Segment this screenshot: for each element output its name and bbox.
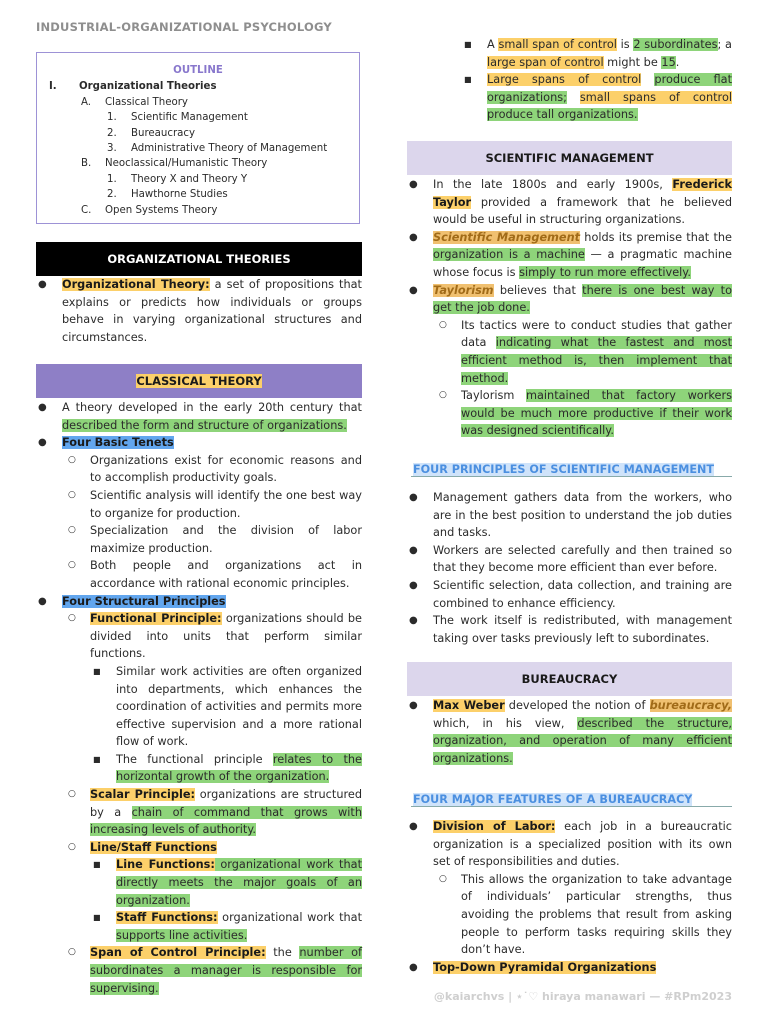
text: Its tactics were to conduct studies that gather data	[461, 318, 732, 350]
outline-number: 2.	[107, 127, 117, 139]
highlight: small spans of control	[579, 90, 733, 104]
highlight: relates to the horizontal growth of the organization.	[116, 752, 362, 784]
list-item: ○ Taylorism maintained that factory workers would be much more productive if their work was designed scientifically.	[439, 389, 732, 438]
list-item: ○ Functional Principle: organizations should be divided into units that perform similar functions.	[68, 612, 362, 661]
list-item: ● Scientific selection, data collection, and training are combined to enhance efficiency.	[409, 578, 732, 610]
outline-number: 1.	[107, 173, 117, 185]
text: holds its premise that the	[580, 230, 733, 244]
highlight: there is one best way to get the job done.	[433, 283, 732, 315]
list-item: ● Organizational Theory: a set of propositions that explains or predicts how individuals or groups behave in varying organizational structures and circumstances.	[38, 278, 362, 344]
text: The work itself is redistributed, with management taking over tasks previously left to subordinates.	[433, 614, 732, 645]
text: .	[675, 55, 680, 69]
org-theory-block	[36, 276, 362, 346]
highlight: small span of control	[498, 38, 617, 51]
outline-number: C.	[81, 204, 92, 216]
list-item: ○ Line/Staff Functions	[68, 840, 217, 854]
definition: a set of propositions that explains or predicts how individuals or groups behave in varying organizational structures and circumstances.	[62, 278, 362, 344]
text: — a pragmatic machine whose focus is	[433, 248, 732, 279]
term-line-functions: Line Functions:	[116, 858, 215, 872]
term-staff-functions: Staff Functions:	[116, 911, 218, 925]
list-item: ● Scientific Management holds its premise that the organization is a machine — a pragmatic machine whose focus is simply to run more effectively.	[409, 230, 733, 279]
highlight: produce tall organizations.	[487, 108, 638, 122]
subheading-four-principles	[411, 463, 732, 477]
section-organizational-theories: ORGANIZATIONAL THEORIES	[36, 242, 362, 276]
highlight: supports line activities.	[116, 928, 248, 942]
outline-number: 2.	[107, 189, 117, 201]
footer-credit: @kaiarchvs | ⋆˙♡ hiraya manawari — #RPm2023	[433, 990, 732, 1003]
list-item: ○ Scalar Principle: organizations are structured by a chain of command that grows with increasing levels of authority.	[68, 788, 362, 837]
outline-number: B.	[81, 158, 92, 170]
section-classical-theory	[36, 364, 362, 398]
highlight: Taylorism	[433, 283, 494, 297]
list-item: ○ Both people and organizations act in accordance with rational economic principles.	[68, 559, 362, 590]
list-item: ● Workers are selected carefully and then trained so that they become more efficient than ever before.	[409, 543, 732, 575]
list-item: ■ Similar work activities are often organized into departments, which enhances the coordination of activities and permits more effective supervision and a more rational flow of work.	[93, 664, 362, 749]
highlight: organizational work that directly meets the major goals of an organization.	[116, 858, 362, 907]
text: believes that	[493, 283, 583, 297]
text: organizations are structured by a	[90, 788, 362, 819]
highlight: number of subordinates a manager is responsible for supervising.	[90, 946, 362, 995]
text: Similar work activities are often organized into departments, which enhances the coordination of activities and permits more effective supervision and a more rational flow of work.	[116, 664, 362, 749]
highlight: organization is a machine	[433, 248, 585, 262]
text: provided a framework that he believed would be useful in structuring organizations.	[433, 195, 732, 227]
frederick-taylor: Frederick Taylor	[433, 178, 732, 209]
four-features-block	[407, 818, 732, 976]
list-item: ● Taylorism believes that there is one best way to get the job done.	[409, 283, 732, 315]
section-scientific-management: SCIENTIFIC MANAGEMENT	[407, 141, 732, 175]
outline-item	[37, 110, 359, 125]
text: The functional principle	[116, 752, 273, 766]
list-item: ■ Staff Functions: organizational work that supports line activities.	[93, 911, 363, 942]
highlight: described the structure, organization, and operation of many efficient organizations.	[433, 716, 733, 765]
text: Scientific selection, data collection, and training are combined to enhance efficiency.	[433, 578, 732, 610]
list-item: ○ Specialization and the division of labor maximize production.	[68, 524, 362, 555]
bureaucracy-block	[407, 697, 732, 767]
text: which, in his view,	[433, 716, 578, 730]
list-item: ● A theory developed in the early 20th century that described the form and structure of organizations.	[38, 401, 362, 432]
section-bureaucracy: BUREAUCRACY	[407, 662, 732, 696]
four-principles-block	[407, 489, 732, 647]
text: A theory developed in the early 20th century that	[62, 401, 362, 414]
text: developed the notion of	[504, 699, 650, 712]
outline-box	[36, 52, 360, 224]
outline-item	[37, 126, 359, 141]
term-scalar-principle: Scalar Principle:	[90, 788, 196, 802]
term-functional-principle: Functional Principle:	[90, 612, 222, 626]
outline-item	[37, 79, 359, 94]
four-features-label: FOUR MAJOR FEATURES OF A BUREAUCRACY	[413, 793, 693, 806]
outline-label: Theory X and Theory Y	[131, 173, 248, 185]
span-of-control-continued	[407, 36, 732, 124]
list-item: ○ This allows the organization to take advantage of individuals’ particular strengths, thus avoiding the problems that result from asking people to perform tasks requiring skills they don’t have.	[439, 872, 732, 957]
highlight: 15	[661, 55, 676, 69]
outline-item	[37, 172, 359, 187]
list-item: ● The work itself is redistributed, with management taking over tasks previously left to subordinates.	[409, 614, 732, 645]
outline-label: Neoclassical/Humanistic Theory	[105, 158, 268, 170]
outline-label: Hawthorne Studies	[131, 189, 228, 201]
classical-theory-label: CLASSICAL THEORY	[136, 374, 262, 388]
text: organizations should be divided into units that perform similar functions.	[90, 612, 362, 661]
scientific-management-block	[407, 176, 732, 440]
text: Workers are selected carefully and then trained so that they become more efficient than ever before.	[433, 543, 732, 575]
list-item: ■ Large spans of control produce flat organizations; small spans of control produce tall organizations.	[464, 73, 733, 122]
outline-number: I.	[49, 81, 57, 93]
list-item: ■ The functional principle relates to the horizontal growth of the organization.	[93, 752, 362, 784]
max-weber: Max Weber	[433, 699, 505, 712]
text: Management gathers data from the workers, who are in the best position to understand the job duties and tasks.	[433, 491, 732, 540]
text: organizational work that	[217, 911, 363, 925]
highlight: large span of control	[487, 55, 604, 69]
text: A	[487, 38, 499, 51]
text: Both people and organizations act in accordance with rational economic principles.	[90, 559, 362, 590]
list-item: ○ Organizations exist for economic reasons and to accomplish productivity goals.	[68, 453, 362, 485]
term-top-down-pyramidal: Top-Down Pyramidal Organizations	[433, 960, 657, 974]
list-item: ● Top-Down Pyramidal Organizations	[409, 960, 657, 974]
outline-item	[37, 203, 359, 218]
text: Specialization and the division of labor maximize production.	[90, 524, 362, 555]
highlight: indicating what the fastest and most efficient method is, then implement that method.	[461, 336, 732, 385]
highlight: described the form and structure of organizations.	[62, 418, 347, 432]
text: Taylorism	[461, 389, 526, 403]
highlight: simply to run more effectively.	[519, 265, 691, 279]
list-item: ○ Its tactics were to conduct studies that gather data indicating what the fastest and most efficient method is, then implement that method.	[439, 318, 732, 385]
text	[567, 91, 580, 104]
highlight: Large spans of control	[487, 73, 642, 87]
list-item: ● Division of Labor: each job in a bureaucratic organization is a specialized position with its own set of responsibilities and duties.	[409, 820, 732, 869]
text: Organizations exist for economic reasons and to accomplish productivity goals.	[90, 453, 362, 485]
classical-theory-block	[36, 399, 362, 997]
four-structural-principles: Four Structural Principles	[62, 594, 226, 608]
highlight: Scientific Management	[433, 230, 581, 244]
text: might be	[603, 55, 662, 69]
outline-item	[37, 156, 359, 171]
text: each job in a bureaucratic organization is a specialized position with its own set of responsibilities and duties.	[433, 820, 732, 869]
outline-number: A.	[81, 96, 92, 108]
highlight: bureaucracy,	[649, 699, 732, 712]
list-item: ● Management gathers data from the workers, who are in the best position to understand the job duties and tasks.	[409, 491, 732, 540]
four-basic-tenets: Four Basic Tenets	[62, 436, 174, 450]
four-principles-label: FOUR PRINCIPLES OF SCIENTIFIC MANAGEMENT	[413, 463, 714, 476]
outline-label: Scientific Management	[131, 112, 248, 124]
list-item: ● Max Weber developed the notion of bureaucracy, which, in his view, described the structure, organization, and operation of many efficient organizations.	[409, 699, 733, 765]
list-item: ● Four Structural Principles	[38, 594, 226, 608]
text: is	[616, 38, 634, 51]
term-division-of-labor: Division of Labor:	[433, 820, 556, 833]
page-header: INDUSTRIAL-ORGANIZATIONAL PSYCHOLOGY	[36, 20, 332, 34]
list-item: ■ A small span of control is 2 subordinates; a large span of control might be 15.	[464, 38, 732, 69]
list-item: ● In the late 1800s and early 1900s, Frederick Taylor provided a framework that he believed would be useful in structuring organizations.	[409, 178, 732, 227]
term-span-of-control: Span of Control Principle:	[90, 946, 266, 960]
highlight: chain of command that grows with increasing levels of authority.	[90, 805, 362, 837]
text: This allows the organization to take advantage of individuals’ particular strengths, thus avoiding the problems that result from asking people to perform tasks requiring skills they don’t have.	[461, 872, 732, 957]
outline-list	[37, 79, 359, 218]
list-item: ● Four Basic Tenets	[38, 436, 174, 450]
outline-title: OUTLINE	[173, 65, 223, 76]
list-item: ○ Scientific analysis will identify the one best way to organize for production.	[68, 488, 362, 520]
term-organizational-theory: Organizational Theory:	[62, 278, 210, 291]
highlight: produce flat organizations;	[487, 73, 732, 104]
outline-label: Organizational Theories	[79, 81, 217, 93]
outline-label: Open Systems Theory	[105, 204, 218, 216]
outline-item	[37, 141, 359, 156]
outline-number: 1.	[107, 112, 117, 124]
text: ; a	[717, 38, 732, 51]
text	[641, 73, 654, 86]
list-item: ○ Span of Control Principle: the number of subordinates a manager is responsible for supervising.	[68, 946, 362, 995]
highlight: 2 subordinates	[633, 38, 718, 51]
outline-label: Classical Theory	[105, 96, 188, 108]
subheading-four-features	[411, 793, 732, 807]
outline-item	[37, 95, 359, 110]
outline-label: Bureaucracy	[131, 127, 196, 139]
outline-item	[37, 187, 359, 202]
outline-number: 3.	[107, 142, 117, 154]
term-line-staff-functions: Line/Staff Functions	[90, 840, 217, 854]
text: In the late 1800s and early 1900s,	[433, 178, 673, 191]
outline-label: Administrative Theory of Management	[131, 142, 328, 154]
list-item: ■ Line Functions: organizational work that directly meets the major goals of an organization.	[93, 858, 362, 907]
text: the	[265, 946, 300, 960]
text: Scientific analysis will identify the one best way to organize for production.	[90, 488, 362, 520]
highlight: maintained that factory workers would be much more productive if their work was designed scientifically.	[461, 389, 732, 438]
